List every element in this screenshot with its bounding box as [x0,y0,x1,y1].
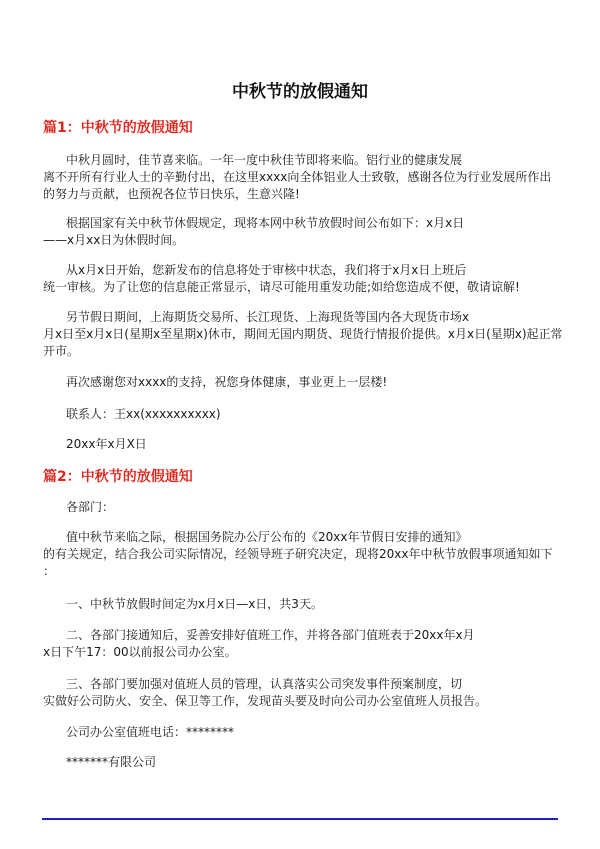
s1-paragraph5: 再次感谢您对xxxx的支持，祝您身体健康，事业更上一层楼! [66,375,388,389]
s1-date: 20xx年x月X日 [66,437,147,451]
s1-paragraph1-line3: 的努力与贡献，也预祝各位节日快乐，生意兴隆! [43,187,300,201]
section1-heading: 篇1：中秋节的放假通知 [43,120,193,136]
s1-paragraph4-line3: 开市。 [43,344,80,358]
s1-paragraph3-line1: 从x月x日开始，您新发布的信息将处于审核中状态，我们将于x月x日上班后 [66,263,467,277]
s1-paragraph1-line2: 离不开所有行业人士的辛勤付出，在这里xxxx向全体铝业人士致敬，感谢各位为行业发展所作出 [43,170,552,184]
s1-paragraph2-line2: ——x月xx日为休假时间。 [43,233,185,247]
s2-paragraph1-line3: ： [43,564,56,578]
s2-item2-line2: x日下午17：00以前报公司办公室。 [43,645,237,659]
s1-paragraph1-line1: 中秋月圆时，佳节喜来临。一年一度中秋佳节即将来临。铝行业的健康发展 [66,153,463,167]
s1-paragraph3-line2: 统一审核。为了让您的信息能正常显示，请尽可能用重发功能;如给您造成不便，敬请谅解! [43,280,520,294]
s2-item3-line1: 三、各部门要加强对值班人员的管理，认真落实公司突发事件预案制度，切 [66,677,463,691]
s2-item3-line2: 实做好公司防火、安全、保卫等工作，发现苗头要及时向公司办公室值班人员报告。 [43,694,488,708]
s2-paragraph1-line2: 的有关规定，结合我公司实际情况，经领导班子研究决定，现将20xx年中秋节放假事项通知如下 [43,547,553,561]
s1-paragraph2-line1: 根据国家有关中秋节休假规定，现将本网中秋节放假时间公布如下：x月x日 [66,216,465,230]
s1-contact: 联系人：王xx(xxxxxxxxxx) [66,407,221,421]
s2-paragraph1-line1: 值中秋节来临之际，根据国务院办公厅公布的《20xx年节假日安排的通知》 [66,530,468,544]
footer-divider [42,818,558,820]
s2-phone: 公司办公室值班电话：******** [66,725,235,739]
page-title: 中秋节的放假通知 [232,82,368,102]
s2-greeting: 各部门： [66,500,115,514]
s1-paragraph4-line2: 月x日至x月x日(星期x至星期x)休市，期间无国内期货、现货行情报价提供。x月x日(星期x)起正常 [43,327,563,341]
s2-item1: 一、中秋节放假时间定为x月x日—x日，共3天。 [66,597,323,611]
s1-paragraph4-line1: 另节假日期间，上海期货交易所、长江现货、上海现货等国内各大现货市场x [66,310,470,324]
s2-item2-line1: 二、各部门接通知后，妥善安排好值班工作，并将各部门值班表于20xx年x月 [66,628,475,642]
section2-heading: 篇2：中秋节的放假通知 [43,469,193,485]
s2-signature: *******有限公司 [66,755,157,769]
